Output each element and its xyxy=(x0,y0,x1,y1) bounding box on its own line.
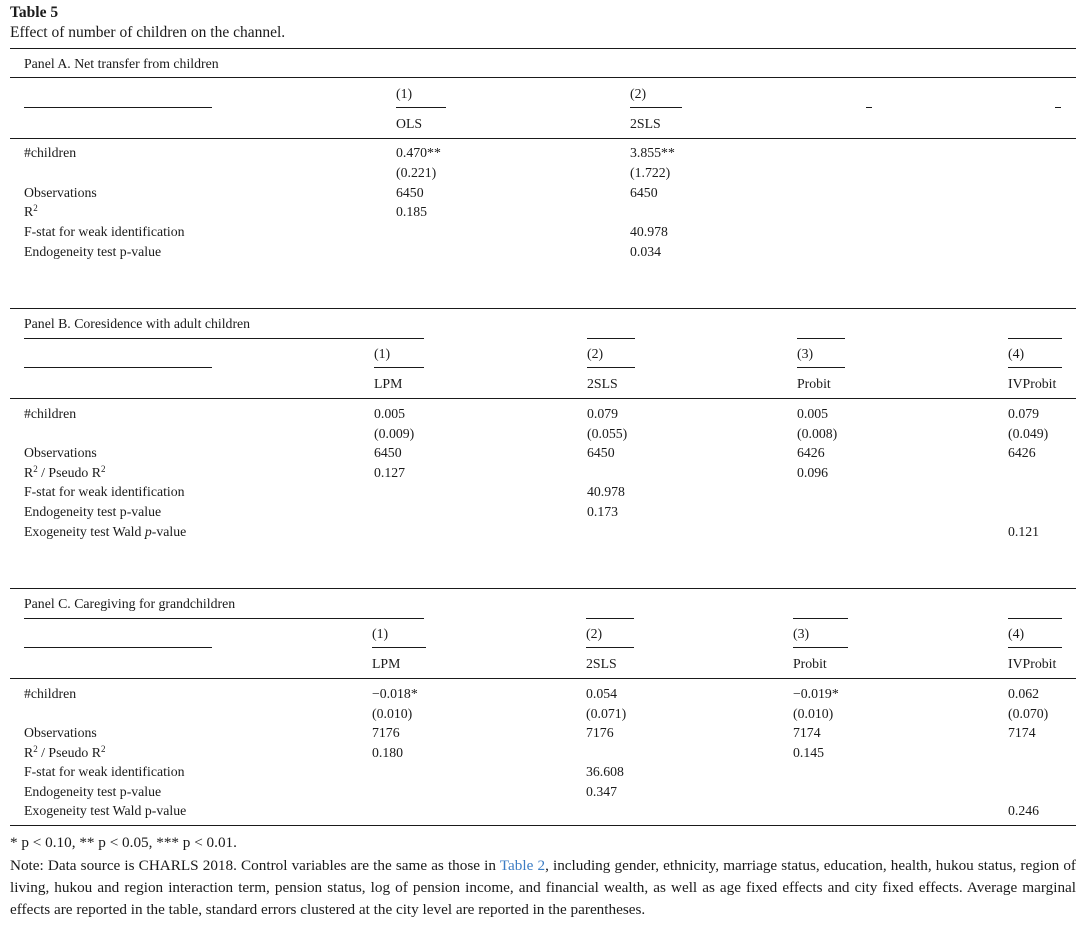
panel-b-col3-top-rule xyxy=(797,338,845,339)
panel-a-se-c1: (0.221) xyxy=(396,165,437,180)
panel-b-title: Panel B. Coresidence with adult children xyxy=(24,316,251,331)
panel-a-obs-c1: 6450 xyxy=(396,185,424,200)
table-note: Note: Data source is CHARLS 2018. Control variables are the same as those in Table 2, including gender, ethnicity, marriage status, education, health, hukou status, region of living, hukou and region interaction term, pension status, log of pension income, and financial wealth, as well as age fixed effects and city fixed effects. Average marginal effects are reported in the table, standard errors clustered at the city level are reported in the parentheses. xyxy=(10,857,1076,918)
panel-b-col4-rule xyxy=(1008,367,1062,368)
panel-a-children-c1: 0.470** xyxy=(396,145,441,160)
panel-b-fstat-c2: 40.978 xyxy=(587,484,625,499)
panel-b-obs-c4: 6426 xyxy=(1008,445,1036,460)
panel-b-col1-num: (1) xyxy=(374,346,391,361)
panel-a-children-label: #children xyxy=(24,145,77,160)
panel-b-children-c1: 0.005 xyxy=(374,406,406,421)
panel-c-obs-c1: 7176 xyxy=(372,725,400,740)
panel-c-children-c3: −0.019* xyxy=(793,686,839,701)
panel-b-col2-num: (2) xyxy=(587,346,604,361)
top-rule xyxy=(10,48,1076,49)
panel-a-col3-rule xyxy=(866,107,872,108)
panel-c-obs-c2: 7176 xyxy=(586,725,614,740)
panel-b-col1-model: LPM xyxy=(374,376,403,391)
panel-c-stub-rule xyxy=(24,647,212,648)
panel-c-endog-c2: 0.347 xyxy=(586,784,618,799)
panel-b-exog-c4: 0.121 xyxy=(1008,524,1040,539)
panel-c-col4-num: (4) xyxy=(1008,626,1025,641)
panel-b-fstat-label: F-stat for weak identification xyxy=(24,484,185,499)
panel-b-header-rule xyxy=(10,398,1076,399)
panel-a-col4-rule xyxy=(1055,107,1061,108)
panel-a-title: Panel A. Net transfer from children xyxy=(24,56,219,71)
panel-c-col3-num: (3) xyxy=(793,626,810,641)
panel-c-col2-top-rule xyxy=(586,618,634,619)
table-number: Table 5 xyxy=(10,4,59,21)
panel-c-col4-model: IVProbit xyxy=(1008,656,1057,671)
panel-b-bottom-rule xyxy=(10,588,1076,589)
panel-c-se-c2: (0.071) xyxy=(586,706,627,721)
panel-c-endog-label: Endogeneity test p-value xyxy=(24,784,162,799)
panel-c-col4-top-rule xyxy=(1008,618,1062,619)
panel-c-col1-model: LPM xyxy=(372,656,401,671)
panel-b-se-c1: (0.009) xyxy=(374,426,415,441)
panel-c-obs-c3: 7174 xyxy=(793,725,821,740)
panel-a-se-c2: (1.722) xyxy=(630,165,671,180)
panel-b-children-c4: 0.079 xyxy=(1008,406,1040,421)
panel-a-col1-rule xyxy=(396,107,446,108)
table-2-link[interactable]: Table 2 xyxy=(499,857,546,874)
panel-c-exog-c4: 0.246 xyxy=(1008,803,1040,818)
panel-b-col3-model: Probit xyxy=(797,376,831,391)
panel-c-r2-c3: 0.145 xyxy=(793,745,825,760)
panel-c-obs-label: Observations xyxy=(24,725,97,740)
panel-b-endog-label: Endogeneity test p-value xyxy=(24,504,162,519)
panel-c-col3-rule xyxy=(793,647,848,648)
panel-b-col2-rule xyxy=(587,367,635,368)
panel-b-obs-c2: 6450 xyxy=(587,445,615,460)
panel-b-col1-rule xyxy=(374,367,424,368)
panel-c-col3-top-rule xyxy=(793,618,848,619)
panel-c-fstat-label: F-stat for weak identification xyxy=(24,764,185,779)
panel-b-r2-label: $R^2$ / Pseudo $R^2$ xyxy=(24,464,106,480)
panel-b-col2-top-rule xyxy=(587,338,635,339)
significance-footnote: * p < 0.10, ** p < 0.05, *** p < 0.01. xyxy=(10,834,237,851)
panel-c-children-label: #children xyxy=(24,686,77,701)
panel-b-obs-label: Observations xyxy=(24,445,97,460)
panel-a-obs-c2: 6450 xyxy=(630,185,658,200)
panel-c-col2-model: 2SLS xyxy=(586,656,617,671)
panel-b-obs-c3: 6426 xyxy=(797,445,825,460)
panel-b-col4-num: (4) xyxy=(1008,346,1025,361)
panel-a-col1-num: (1) xyxy=(396,86,413,101)
panel-c-col1-rule xyxy=(372,647,426,648)
panel-b-r2-c1: 0.127 xyxy=(374,465,406,480)
panel-b-title-rule xyxy=(24,338,424,339)
panel-a-col2-rule xyxy=(630,107,682,108)
panel-b-col3-rule xyxy=(797,367,845,368)
panel-b-se-c2: (0.055) xyxy=(587,426,628,441)
panel-a-r2-label: $R^2$ xyxy=(24,203,38,219)
panel-b-se-c4: (0.049) xyxy=(1008,426,1049,441)
panel-c-col3-model: Probit xyxy=(793,656,827,671)
panel-b-children-c3: 0.005 xyxy=(797,406,829,421)
panel-c-se-c4: (0.070) xyxy=(1008,706,1049,721)
panel-b-children-c2: 0.079 xyxy=(587,406,619,421)
panel-c-col4-rule xyxy=(1008,647,1062,648)
panel-c-children-c1: −0.018* xyxy=(372,686,418,701)
panel-b-col4-top-rule xyxy=(1008,338,1062,339)
panel-a-col2-model: 2SLS xyxy=(630,116,661,131)
panel-c-se-c1: (0.010) xyxy=(372,706,413,721)
panel-b-r2-c3: 0.096 xyxy=(797,465,829,480)
panel-a-fstat-c2: 40.978 xyxy=(630,224,668,239)
panel-b-col4-model: IVProbit xyxy=(1008,376,1057,391)
panel-b-stub-rule xyxy=(24,367,212,368)
panel-a-bottom-rule xyxy=(10,308,1076,309)
panel-b-col3-num: (3) xyxy=(797,346,814,361)
panel-c-r2-c1: 0.180 xyxy=(372,745,404,760)
panel-a-col2-num: (2) xyxy=(630,86,647,101)
panel-c-col1-num: (1) xyxy=(372,626,389,641)
panel-c-exog-label: Exogeneity test Wald p-value xyxy=(24,803,187,818)
panel-a-stub-rule xyxy=(24,107,212,108)
panel-c-children-c4: 0.062 xyxy=(1008,686,1040,701)
panel-b-children-label: #children xyxy=(24,406,77,421)
panel-c-r2-label: $R^2$ / Pseudo $R^2$ xyxy=(24,744,106,760)
panel-c-title: Panel C. Caregiving for grandchildren xyxy=(24,596,236,611)
table-caption: Effect of number of children on the channel. xyxy=(10,24,286,41)
panel-a-header-rule xyxy=(10,138,1076,139)
panel-c-col2-num: (2) xyxy=(586,626,603,641)
panel-a-endog-label: Endogeneity test p-value xyxy=(24,244,162,259)
table-bottom-rule xyxy=(10,825,1076,826)
panel-c-header-rule xyxy=(10,678,1076,679)
panel-b-obs-c1: 6450 xyxy=(374,445,402,460)
panel-c-se-c3: (0.010) xyxy=(793,706,834,721)
panel-c-fstat-c2: 36.608 xyxy=(586,764,624,779)
panel-a-rule xyxy=(10,77,1076,78)
panel-b-exog-label: Exogeneity test Wald p-value xyxy=(24,524,187,539)
panel-b-se-c3: (0.008) xyxy=(797,426,838,441)
panel-a-r2-c1: 0.185 xyxy=(396,204,428,219)
panel-c-children-c2: 0.054 xyxy=(586,686,618,701)
panel-a-children-c2: 3.855** xyxy=(630,145,675,160)
panel-a-obs-label: Observations xyxy=(24,185,97,200)
panel-c-title-rule xyxy=(24,618,424,619)
panel-a-endog-c2: 0.034 xyxy=(630,244,662,259)
panel-b-endog-c2: 0.173 xyxy=(587,504,619,519)
panel-b-col2-model: 2SLS xyxy=(587,376,618,391)
panel-c-obs-c4: 7174 xyxy=(1008,725,1036,740)
panel-a-col1-model: OLS xyxy=(396,116,423,131)
panel-c-col2-rule xyxy=(586,647,634,648)
panel-a-fstat-label: F-stat for weak identification xyxy=(24,224,185,239)
